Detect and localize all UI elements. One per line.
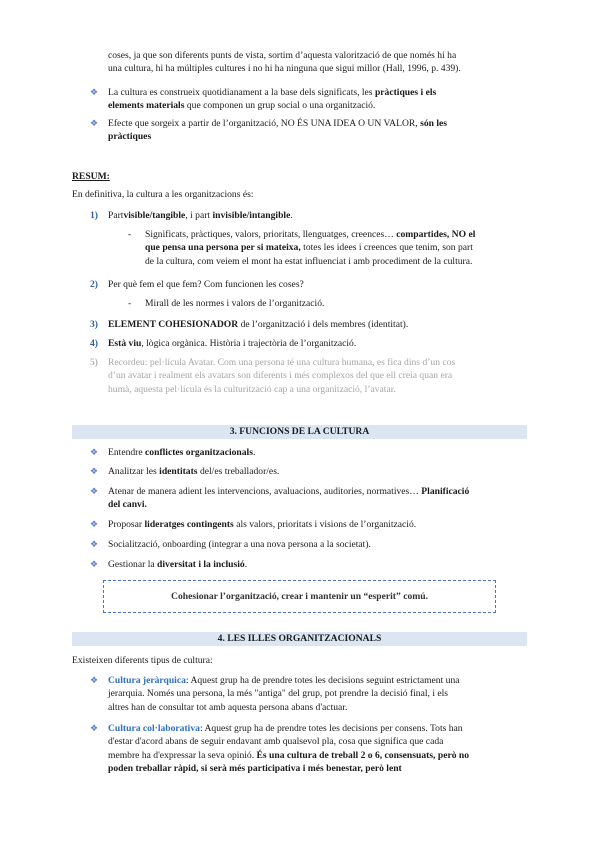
funcio-item-1: Entendre conflictes organitzacionals. — [108, 447, 256, 458]
intro-paragraph — [108, 49, 527, 76]
list-number: 3) — [90, 319, 98, 330]
diamond-bullet-icon: ❖ — [90, 723, 99, 733]
funcio-item-6: Gestionar la diversitat i la inclusió. — [108, 559, 248, 570]
diamond-bullet-icon: ❖ — [90, 87, 99, 97]
cultura-jerarquica-item: Cultura jeràrquica: Aquest grup ha de prendre totes les decisions seguint estrictament una jerarquia. Només una persona, la més "antiga" del grup, pot prendre la decisió final, i els altres han de consultar tot amb aquesta persona abans d'actuar. — [108, 675, 460, 713]
funcio-item-2: Analitzar les identitats del/es treballador/es. — [108, 466, 280, 477]
list-number: 4) — [90, 338, 98, 349]
intro-line-2: una cultura, hi ha múltiples cultures i no hi ha ninguna que sigui millor (Hall, 1996, p. 439). — [108, 63, 461, 75]
diamond-bullet-icon: ❖ — [90, 559, 99, 569]
section-heading-illes: 4. LES ILLES ORGANITZACIONALS — [72, 632, 527, 646]
resum-subitem-2: Mirall de les normes i valors de l’organització. — [145, 298, 325, 309]
section-heading-funcions: 3. FUNCIONS DE LA CULTURA — [72, 425, 527, 439]
resum-item-1: Partvisible/tangible, i part invisible/intangible. — [108, 210, 293, 221]
list-number: 2) — [90, 279, 98, 290]
highlight-box: Cohesionar l’organització, crear i mantenir un “esperit” comú. — [103, 580, 496, 613]
diamond-bullet-icon: ❖ — [90, 466, 99, 476]
intro-line-1: coses, ja que son diferents punts de vista, sortim d’aquesta valorització de que només hi ha — [108, 50, 457, 61]
resum-lead: En definitiva, la cultura a les organitzacions és: — [72, 189, 254, 200]
intro-bullet-2: Efecte que sorgeix a partir de l’organització, NO ÉS UNA IDEA O UN VALOR, són les pràctiques — [108, 118, 448, 143]
diamond-bullet-icon: ❖ — [90, 118, 99, 128]
resum-item-3: ELEMENT COHESIONADOR de l’organització i dels membres (identitat). — [108, 319, 409, 330]
diamond-bullet-icon: ❖ — [90, 486, 99, 496]
illes-lead: Existeixen diferents tipus de cultura: — [72, 655, 213, 666]
funcio-item-5: Socialització, onboarding (integrar a una nova persona a la societat). — [108, 539, 371, 550]
list-number: 1) — [90, 210, 98, 221]
diamond-bullet-icon: ❖ — [90, 447, 99, 457]
funcio-item-4: Proposar lideratges contingents als valors, prioritats i visions de l’organització. — [108, 519, 417, 530]
resum-item-5: Recordeu: pel·lícula Avatar. Com una persona té una cultura humana, es fica dins d’un cos d’un avatar i realment els avatars son diferents i més complexos del que ell creia quan era humà, aquesta pel·lícula és la culturització cap a una organització, l’avatar. — [108, 357, 456, 395]
resum-item-4: Està viu, lògica orgànica. Història i trajectòria de l’organització. — [108, 338, 357, 349]
cultura-collaborativa-item: Cultura col·laborativa: Aquest grup ha de prendre totes les decisions per consens. Tots han d'estar d'acord abans de seguir endavant amb qualsevol pla, cosa que significa que cada membre ha d'expressar la seva opinió. És una cultura de treball 2 o 6, consensuats, però no poden treballar ràpid, si serà més participativa i més benestar, però lent — [108, 723, 470, 774]
diamond-bullet-icon: ❖ — [90, 539, 99, 549]
resum-heading: RESUM: — [72, 171, 110, 182]
diamond-bullet-icon: ❖ — [90, 675, 99, 685]
diamond-bullet-icon: ❖ — [90, 519, 99, 529]
funcio-item-3: Atenar de manera adient les intervencions, avaluacions, auditories, normatives… Planificació del canvi. — [108, 486, 470, 511]
dash-bullet: - — [128, 229, 132, 240]
dash-bullet: - — [128, 298, 132, 309]
resum-item-2: Per què fem el que fem? Com funcionen les coses? — [108, 279, 304, 290]
list-number: 5) — [90, 357, 98, 368]
intro-bullet-1: La cultura es construeix quotidianament a la base dels significats, les pràctiques i els elements materials que componen un grup social o una organització. — [108, 87, 437, 112]
resum-subitem-1: Significats, pràctiques, valors, prioritats, llenguatges, creences… compartides, NO el que pensa una persona per si mateixa, totes les idees i creences que tenim, son part de la cultura, com veiem el mont ha estat influenciat i amb procediment de la cultura. — [145, 229, 476, 267]
